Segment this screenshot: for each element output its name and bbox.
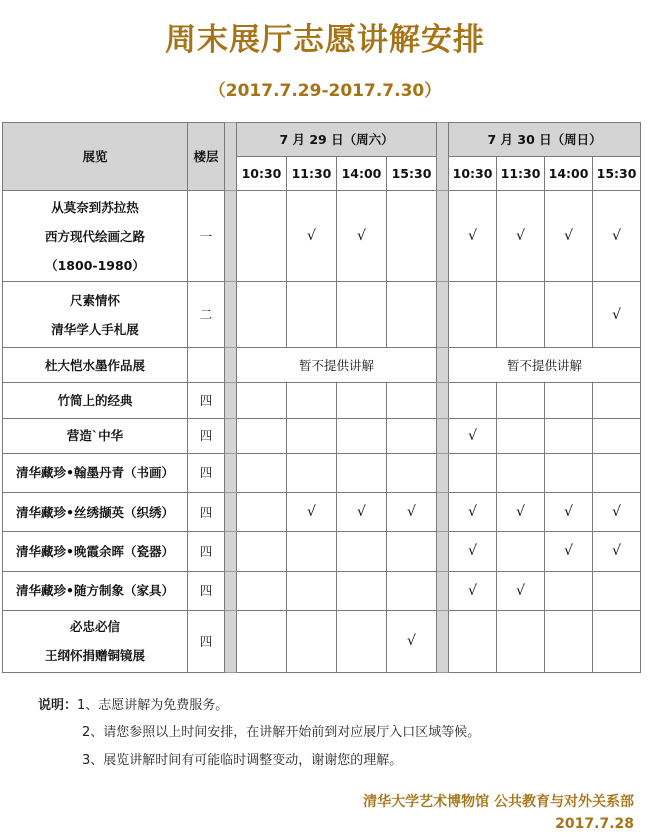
- date-range-subtitle: （2017.7.29-2017.7.30）: [208, 81, 442, 101]
- divider-cell: [437, 492, 449, 531]
- exhibit-name-line: 清华藏珍•随方制象（家具）: [16, 583, 174, 599]
- divider-cell: [225, 348, 237, 383]
- slot-cell: [449, 610, 497, 672]
- time-header: 14:00: [337, 157, 387, 191]
- exhibit-name-line: （1800-1980）: [45, 257, 145, 273]
- exhibit-name-line: 必忠必信: [69, 619, 120, 635]
- slot-cell: [449, 571, 497, 610]
- divider-cell: [437, 282, 449, 348]
- slot-cell: [337, 492, 387, 531]
- note-1: 说明：1、志愿讲解为免费服务。: [38, 698, 229, 713]
- slot-cell: [593, 282, 641, 348]
- divider-cell: [225, 571, 237, 610]
- exhibit-name-line: 竹简上的经典: [57, 392, 133, 408]
- exhibit-name-cell: [3, 191, 188, 282]
- time-header: 11:30: [287, 157, 337, 191]
- divider-cell: [225, 453, 237, 492]
- header-floor: 楼层: [188, 123, 225, 191]
- floor-cell: 四: [188, 492, 225, 531]
- exhibit-name-line: 王纲怀捐赠铜镜展: [44, 648, 145, 664]
- slot-cell: [593, 191, 641, 282]
- divider-cell: [225, 418, 237, 453]
- exhibit-name-line: 西方现代绘画之路: [44, 228, 145, 244]
- check-mark: √: [564, 504, 573, 521]
- divider-cell: [437, 571, 449, 610]
- check-mark: √: [612, 306, 621, 323]
- floor-cell: 二: [188, 282, 225, 348]
- table-row: [3, 532, 641, 571]
- table-row: [3, 610, 641, 672]
- header-exhibit: 展览: [3, 123, 188, 191]
- floor-cell: 四: [188, 418, 225, 453]
- slot-cell: [387, 571, 437, 610]
- floor-cell: 四: [188, 532, 225, 571]
- check-mark: √: [612, 228, 621, 244]
- slot-cell: [337, 418, 387, 453]
- slot-cell: [237, 191, 287, 282]
- exhibit-name-cell: [3, 492, 188, 531]
- exhibit-name-line: 杜大恺水墨作品展: [44, 357, 145, 373]
- slot-cell: [545, 191, 593, 282]
- check-mark: √: [468, 543, 477, 560]
- slot-cell: [449, 191, 497, 282]
- exhibit-name-line: 从莫奈到苏拉热: [51, 199, 139, 215]
- divider-cell: [437, 610, 449, 672]
- slot-cell: [287, 610, 337, 672]
- slot-cell: [449, 282, 497, 348]
- slot-cell: [237, 418, 287, 453]
- slot-cell: [287, 571, 337, 610]
- table-row: [3, 453, 641, 492]
- footer-date: 2017.7.28: [555, 816, 634, 832]
- slot-cell: [287, 492, 337, 531]
- slot-cell: [387, 191, 437, 282]
- slot-cell: [287, 453, 337, 492]
- exhibit-name-cell: [3, 453, 188, 492]
- exhibit-name-line: 清华藏珍•晚霞余晖（瓷器）: [16, 543, 174, 559]
- slot-cell: [387, 383, 437, 418]
- slot-cell: [545, 453, 593, 492]
- exhibit-name-line: 清华藏珍•丝绣撷英（织绣）: [16, 504, 174, 520]
- slot-cell: [337, 532, 387, 571]
- divider-cell: [225, 532, 237, 571]
- slot-cell: [497, 610, 545, 672]
- floor-cell: 四: [188, 610, 225, 672]
- slot-cell: [287, 383, 337, 418]
- table-row: [3, 492, 641, 531]
- check-mark: √: [357, 504, 366, 521]
- check-mark: √: [612, 543, 621, 560]
- divider-cell: [437, 532, 449, 571]
- footer-organization: 清华大学艺术博物馆 公共教育与对外关系部: [363, 794, 634, 810]
- header-day-2: 7 月 30 日（周日）: [449, 123, 641, 157]
- slot-cell: [497, 492, 545, 531]
- floor-cell: [188, 348, 225, 383]
- slot-cell: [337, 571, 387, 610]
- slot-cell: [497, 532, 545, 571]
- slot-cell: [449, 418, 497, 453]
- slot-cell: [497, 571, 545, 610]
- no-service-cell: 暂不提供讲解: [449, 348, 641, 383]
- slot-cell: [237, 610, 287, 672]
- slot-cell: [287, 191, 337, 282]
- slot-cell: [497, 383, 545, 418]
- slot-cell: [497, 453, 545, 492]
- check-mark: √: [468, 228, 477, 244]
- floor-cell: 四: [188, 383, 225, 418]
- slot-cell: [545, 571, 593, 610]
- header-divider-2: [437, 123, 449, 191]
- divider-cell: [225, 282, 237, 348]
- slot-cell: [387, 532, 437, 571]
- slot-cell: [237, 453, 287, 492]
- note-2: 2、请您参照以上时间安排，在讲解开始前到对应展厅入口区域等候。: [82, 725, 481, 740]
- divider-cell: [437, 453, 449, 492]
- slot-cell: [237, 492, 287, 531]
- slot-cell: [545, 282, 593, 348]
- time-header: 15:30: [593, 157, 641, 191]
- floor-cell: 四: [188, 571, 225, 610]
- slot-cell: [545, 492, 593, 531]
- slot-cell: [593, 418, 641, 453]
- table-row: [3, 191, 641, 282]
- slot-cell: [593, 492, 641, 531]
- slot-cell: [545, 418, 593, 453]
- exhibit-name-cell: [3, 610, 188, 672]
- table-row: [3, 348, 641, 383]
- exhibit-name-cell: [3, 348, 188, 383]
- check-mark: √: [564, 228, 573, 244]
- table-row: [3, 383, 641, 418]
- exhibit-name-cell: [3, 383, 188, 418]
- slot-cell: [593, 453, 641, 492]
- time-header: 11:30: [497, 157, 545, 191]
- check-mark: √: [612, 504, 621, 521]
- slot-cell: [545, 383, 593, 418]
- divider-cell: [225, 610, 237, 672]
- page-title: 周末展厅志愿讲解安排: [165, 22, 485, 58]
- slot-cell: [387, 418, 437, 453]
- slot-cell: [237, 282, 287, 348]
- slot-cell: [593, 532, 641, 571]
- exhibit-name-cell: [3, 532, 188, 571]
- no-service-cell: 暂不提供讲解: [237, 348, 437, 383]
- header-divider-1: [225, 123, 237, 191]
- check-mark: √: [407, 504, 416, 521]
- divider-cell: [437, 418, 449, 453]
- slot-cell: [497, 282, 545, 348]
- slot-cell: [449, 383, 497, 418]
- slot-cell: [337, 191, 387, 282]
- note-3: 3、展览讲解时间有可能临时调整变动，谢谢您的理解。: [82, 753, 403, 768]
- slot-cell: [387, 453, 437, 492]
- check-mark: √: [516, 228, 525, 244]
- divider-cell: [225, 383, 237, 418]
- table-row: [3, 571, 641, 610]
- slot-cell: [593, 383, 641, 418]
- header-day-1: 7 月 29 日（周六）: [237, 123, 437, 157]
- time-header: 15:30: [387, 157, 437, 191]
- check-mark: √: [516, 504, 525, 521]
- exhibit-name-cell: [3, 282, 188, 348]
- table-row: [3, 418, 641, 453]
- slot-cell: [337, 453, 387, 492]
- exhibit-name-line: 营造`中华: [66, 428, 124, 444]
- slot-cell: [593, 571, 641, 610]
- check-mark: √: [468, 504, 477, 521]
- table-row: [3, 282, 641, 348]
- slot-cell: [449, 492, 497, 531]
- slot-cell: [337, 383, 387, 418]
- divider-cell: [437, 348, 449, 383]
- exhibit-name-cell: [3, 571, 188, 610]
- time-header: 14:00: [545, 157, 593, 191]
- check-mark: √: [307, 228, 316, 244]
- slot-cell: [287, 418, 337, 453]
- slot-cell: [545, 610, 593, 672]
- slot-cell: [387, 282, 437, 348]
- divider-cell: [437, 383, 449, 418]
- slot-cell: [593, 610, 641, 672]
- floor-cell: 一: [188, 191, 225, 282]
- check-mark: √: [468, 582, 477, 599]
- slot-cell: [387, 492, 437, 531]
- slot-cell: [497, 191, 545, 282]
- slot-cell: [337, 282, 387, 348]
- check-mark: √: [307, 504, 316, 521]
- check-mark: √: [516, 582, 525, 599]
- slot-cell: [387, 610, 437, 672]
- divider-cell: [225, 191, 237, 282]
- slot-cell: [237, 571, 287, 610]
- divider-cell: [225, 492, 237, 531]
- slot-cell: [237, 532, 287, 571]
- slot-cell: [449, 453, 497, 492]
- slot-cell: [287, 532, 337, 571]
- check-mark: √: [407, 633, 416, 650]
- slot-cell: [287, 282, 337, 348]
- exhibit-name-line: 尺素情怀: [69, 292, 120, 308]
- check-mark: √: [357, 228, 366, 244]
- time-header: 10:30: [237, 157, 287, 191]
- divider-cell: [437, 191, 449, 282]
- exhibit-name-line: 清华学人手札展: [51, 321, 139, 337]
- check-mark: √: [564, 543, 573, 560]
- schedule-table: [2, 122, 641, 673]
- floor-cell: 四: [188, 453, 225, 492]
- exhibit-name-line: 清华藏珍•翰墨丹青（书画）: [16, 465, 174, 481]
- slot-cell: [545, 532, 593, 571]
- slot-cell: [237, 383, 287, 418]
- time-header: 10:30: [449, 157, 497, 191]
- slot-cell: [449, 532, 497, 571]
- check-mark: √: [468, 427, 477, 444]
- slot-cell: [497, 418, 545, 453]
- slot-cell: [337, 610, 387, 672]
- notes-label: 说明：: [38, 698, 78, 713]
- exhibit-name-cell: [3, 418, 188, 453]
